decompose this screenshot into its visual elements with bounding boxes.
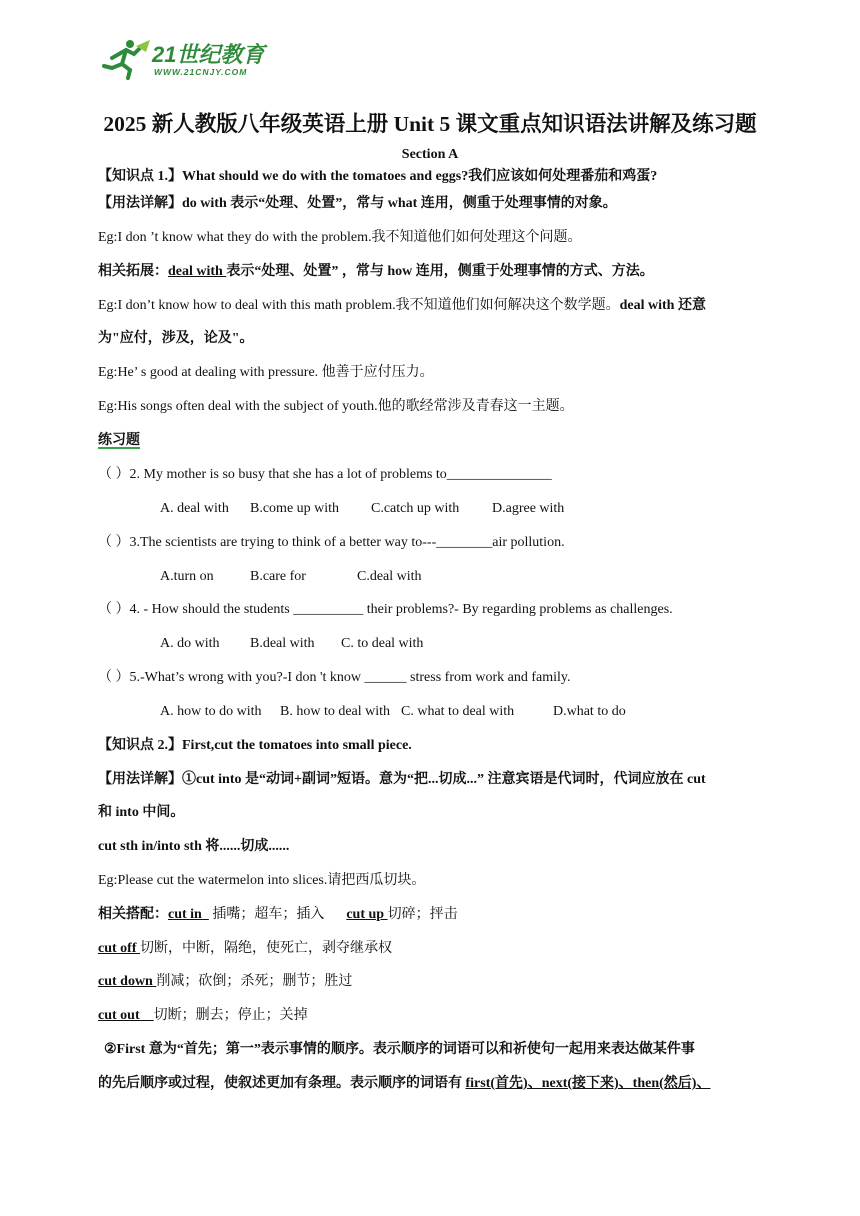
practice-label bbox=[98, 432, 140, 450]
cut-in-meaning: 插嘴；超车；插入 bbox=[208, 907, 325, 922]
kp1-example-3: Eg:He’ s good at dealing with pressure. 他善于应付压力。 bbox=[98, 365, 434, 380]
sequence-words: first(首先)、next(接下来)、then(然后)、 bbox=[465, 1076, 711, 1091]
q3-option-c: C.deal with bbox=[357, 569, 422, 584]
question-text: 4. - How should the students __________ their problems?- By regarding problems as challenges. bbox=[129, 602, 673, 617]
logo bbox=[100, 38, 270, 82]
answer-paren: （ ） bbox=[98, 670, 130, 685]
question-2 bbox=[98, 466, 552, 484]
extension-text: 表示“处理、处置” ，常与 how 连用，侧重于处理事情的方式、方法。 bbox=[226, 264, 654, 279]
section-title: Section A bbox=[401, 147, 459, 162]
logo-text: 21世纪教育 bbox=[152, 42, 265, 67]
kp1-example-2 bbox=[98, 297, 706, 315]
example-2-text: Eg:I don’t know how to deal with this math problem.我不知道他们如何解决这个数学题。 bbox=[98, 298, 620, 313]
q2-option-d: D.agree with bbox=[492, 501, 565, 516]
kp2-cut-off bbox=[98, 940, 392, 958]
logo-url: WWW.21CNJY.COM bbox=[154, 67, 248, 77]
question-text: 5.-What’s wrong with you?-I don 't know ______ stress from work and family. bbox=[129, 670, 571, 685]
kp1-example-4: Eg:His songs often deal with the subject of youth.他的歌经常涉及青春这一主题。 bbox=[98, 399, 574, 414]
cut-off-meaning: 切断，中断，隔绝，使死亡，剥夺继承权 bbox=[140, 941, 392, 956]
answer-paren: （ ） bbox=[98, 602, 130, 617]
extension-term: deal with bbox=[168, 264, 227, 279]
question-5 bbox=[98, 669, 571, 687]
cut-in-term: cut in bbox=[168, 907, 209, 922]
kp2-usage-line-2: 和 into 中间。 bbox=[98, 805, 185, 820]
q3-option-b: B.care for bbox=[250, 569, 306, 584]
kp2-cut-out bbox=[98, 1007, 308, 1025]
cut-up-term: cut up bbox=[346, 907, 388, 922]
q2-option-c: C.catch up with bbox=[371, 501, 460, 516]
q4-option-c: C. to deal with bbox=[341, 636, 424, 651]
answer-paren: （ ） bbox=[98, 467, 130, 482]
q2-option-a: A. deal with bbox=[160, 501, 229, 516]
q5-option-d: D.what to do bbox=[553, 704, 626, 719]
q5-option-b: B. how to deal with bbox=[280, 704, 391, 719]
kp2-collocations bbox=[98, 906, 458, 924]
kp1-heading: 【知识点 1.】What should we do with the tomatoes and eggs?我们应该如何处理番茄和鸡蛋? bbox=[98, 169, 658, 184]
q5-option-c: C. what to deal with bbox=[401, 704, 515, 719]
kp2-phrase: cut sth in/into sth 将......切成...... bbox=[98, 839, 290, 854]
kp2-first-line-2 bbox=[98, 1075, 710, 1093]
question-text: 3.The scientists are trying to think of a better way to---________air pollution. bbox=[129, 535, 565, 550]
extension-prefix: 相关拓展： bbox=[98, 264, 168, 279]
cut-up-meaning: 切碎；抨击 bbox=[387, 907, 458, 922]
cut-down-term: cut down bbox=[98, 974, 157, 989]
kp2-usage-line-1: 【用法详解】①cut into 是“动词+副词”短语。意为“把...切成...” 注意宾语是代词时，代词应放在 cut bbox=[98, 772, 706, 787]
collocation-prefix: 相关搭配： bbox=[98, 907, 168, 922]
cut-off-term: cut off bbox=[98, 941, 140, 956]
runner-logo-icon bbox=[100, 38, 156, 80]
kp1-example-2-cont: 为"应付，涉及，论及"。 bbox=[98, 331, 254, 346]
kp2-heading: 【知识点 2.】First,cut the tomatoes into small piece. bbox=[98, 738, 412, 753]
cut-out-term: cut out bbox=[98, 1008, 154, 1023]
cut-down-meaning: 削减；砍倒；杀死；删节；胜过 bbox=[156, 974, 353, 989]
q4-option-b: B.deal with bbox=[250, 636, 315, 651]
practice-label-text: 练习题 bbox=[98, 433, 140, 448]
answer-paren: （ ） bbox=[98, 535, 130, 550]
q3-option-a: A.turn on bbox=[160, 569, 214, 584]
first-line-2-text: 的先后顺序或过程，使叙述更加有条理。表示顺序的词语有 bbox=[98, 1076, 466, 1091]
cut-out-meaning: 切断；删去；停止；关掉 bbox=[153, 1008, 308, 1023]
q2-option-b: B.come up with bbox=[250, 501, 340, 516]
kp1-extension bbox=[98, 263, 654, 281]
kp1-usage: 【用法详解】do with 表示“处理、处置”，常与 what 连用，侧重于处理事情的对象。 bbox=[98, 196, 617, 211]
kp2-first-line-1: ②First 意为“首先；第一”表示事情的顺序。表示顺序的词语可以和祈使句一起用来表达做某件事 bbox=[104, 1042, 695, 1057]
kp1-example-1: Eg:I don ’t know what they do with the problem.我不知道他们如何处理这个问题。 bbox=[98, 230, 582, 245]
example-2-bold: deal with 还意 bbox=[619, 298, 706, 313]
question-4 bbox=[98, 601, 673, 619]
question-3 bbox=[98, 534, 565, 552]
kp2-example: Eg:Please cut the watermelon into slices.请把西瓜切块。 bbox=[98, 873, 426, 888]
question-text: 2. My mother is so busy that she has a lot of problems to_______________ bbox=[129, 467, 552, 482]
q4-option-a: A. do with bbox=[160, 636, 220, 651]
q5-option-a: A. how to do with bbox=[160, 704, 262, 719]
page-title: 2025 新人教版八年级英语上册 Unit 5 课文重点知识语法讲解及练习题 bbox=[103, 112, 757, 136]
kp2-cut-down bbox=[98, 973, 352, 991]
